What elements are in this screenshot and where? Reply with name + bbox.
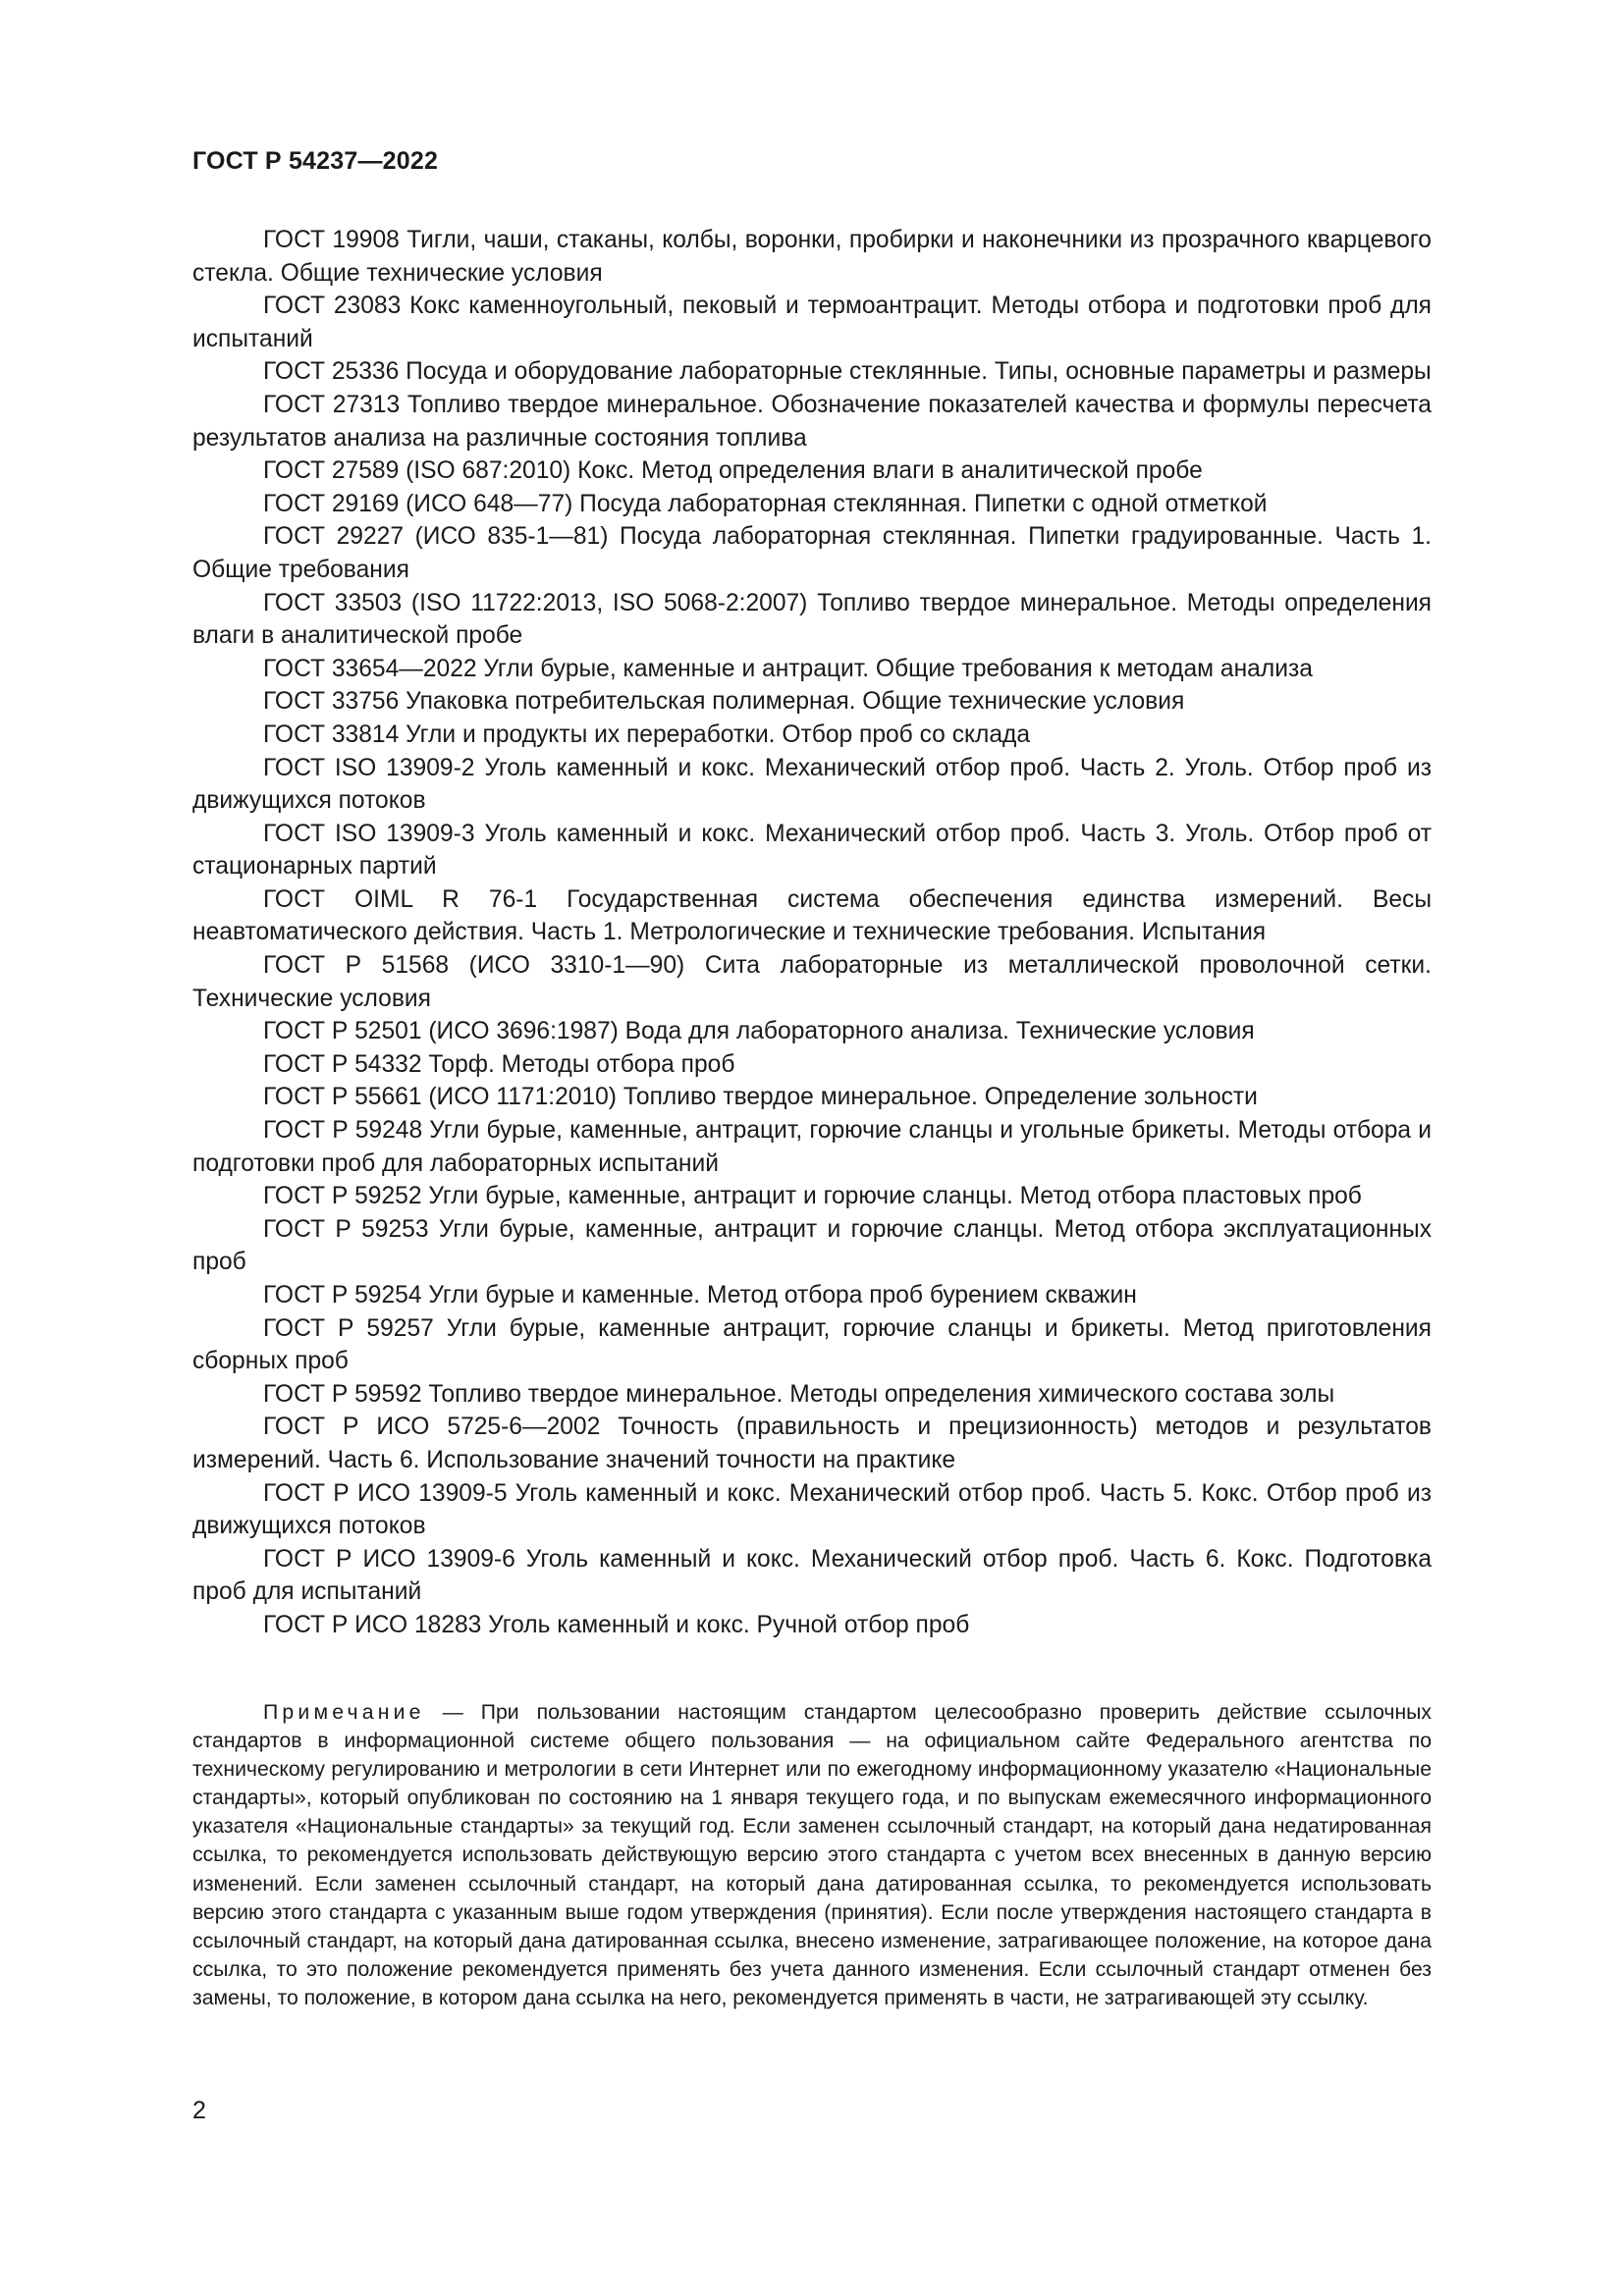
reference-item: ГОСТ Р 51568 (ИСО 3310-1—90) Сита лабораторные из металлической проволочной сетки. Технические условия bbox=[192, 952, 1432, 1012]
reference-item: ГОСТ 33756 Упаковка потребительская полимерная. Общие технические условия bbox=[263, 688, 1185, 716]
note-label: Примечание bbox=[263, 1701, 425, 1724]
reference-item: ГОСТ 33814 Угли и продукты их переработки. Отбор проб со склада bbox=[263, 721, 1031, 748]
reference-item: ГОСТ Р 54332 Торф. Методы отбора проб bbox=[263, 1050, 735, 1078]
reference-item: ГОСТ Р ИСО 13909-5 Уголь каменный и кокс. Механический отбор проб. Часть 5. Кокс. Отбор проб из движущихся потоков bbox=[192, 1479, 1432, 1540]
reference-item: ГОСТ 23083 Кокс каменноугольный, пековый и термоантрацит. Методы отбора и подготовки проб для испытаний bbox=[192, 293, 1432, 352]
reference-item: ГОСТ Р 52501 (ИСО 3696:1987) Вода для лабораторного анализа. Технические условия bbox=[263, 1018, 1255, 1045]
reference-item: ГОСТ Р 59254 Угли бурые и каменные. Метод отбора проб бурением скважин bbox=[263, 1282, 1137, 1308]
reference-item: ГОСТ OIML R 76-1 Государственная система обеспечения единства измерений. Весы неавтоматического действия. Часть 1. Метрологические и технические требования. Испытания bbox=[192, 885, 1432, 946]
reference-item: ГОСТ 25336 Посуда и оборудование лабораторные стеклянные. Типы, основные параметры и размеры bbox=[263, 358, 1432, 386]
reference-item: ГОСТ Р ИСО 13909-6 Уголь каменный и кокс. Механический отбор проб. Часть 6. Кокс. Подготовка проб для испытаний bbox=[192, 1545, 1432, 1606]
reference-item: ГОСТ ISO 13909-3 Уголь каменный и кокс. Механический отбор проб. Часть 3. Уголь. Отбор проб от стационарных партий bbox=[192, 820, 1432, 881]
reference-item: ГОСТ Р 59592 Топливо твердое минеральное. Методы определения химического состава золы bbox=[263, 1380, 1335, 1408]
note-text: — При пользовании настоящим стандартом целесообразно проверить действие ссылочных стандартов в информационной системе общего пользования — на официальном сайте Федерального агентства по техническому регулированию и метрологии в сети Интернет или по ежегодному информационному указателю «Национальные стандарты», который опубликован по состоянию на 1 января текущего года, и по выпускам ежемесячного информационного указателя «Национальные стандарты» за текущий год. Если заменен ссылочный стандарт, на который дана недатированная ссылка, то рекомендуется использовать действующую версию этого стандарта с учетом всех внесенных в данную версию изменений. Если заменен ссылочный стандарт, на который дана датированная ссылка, то рекомендуется использовать версию этого стандарта с указанным выше годом утверждения (принятия). Если после утверждения настоящего стандарта в ссылочный стандарт, на который дана датированная ссылка, внесено изменение, затрагивающее положение, на которое дана ссылка, то это положение рекомендуется применять без учета данного изменения. Если ссылочный стандарт отменен без замены, то положение, в котором дана ссылка на него, рекомендуется применять в части, не затрагивающей эту ссылку. bbox=[192, 1701, 1432, 2009]
reference-item: ГОСТ 29169 (ИСО 648—77) Посуда лабораторная стеклянная. Пипетки с одной отметкой bbox=[263, 490, 1268, 517]
reference-item: ГОСТ ISO 13909-2 Уголь каменный и кокс. Механический отбор проб. Часть 2. Уголь. Отбор проб из движущихся потоков bbox=[192, 754, 1432, 815]
reference-item: ГОСТ 27589 (ISO 687:2010) Кокс. Метод определения влаги в аналитической пробе bbox=[263, 457, 1203, 485]
reference-item: ГОСТ 27313 Топливо твердое минеральное. Обозначение показателей качества и формулы пересчета результатов анализа на различные состояния топлива bbox=[192, 391, 1432, 452]
reference-item: ГОСТ Р ИСО 18283 Уголь каменный и кокс. Ручной отбор проб bbox=[263, 1611, 970, 1638]
reference-item: ГОСТ 33503 (ISO 11722:2013, ISO 5068-2:2007) Топливо твердое минеральное. Методы определения влаги в аналитической пробе bbox=[192, 589, 1432, 650]
normative-references-list bbox=[192, 224, 1432, 1642]
reference-item: ГОСТ 19908 Тигли, чаши, стаканы, колбы, воронки, пробирки и наконечники из прозрачного кварцевого стекла. Общие технические условия bbox=[192, 227, 1432, 287]
reference-item: ГОСТ Р 59252 Угли бурые, каменные, антрацит и горючие сланцы. Метод отбора пластовых проб bbox=[263, 1183, 1362, 1210]
note-paragraph bbox=[192, 1698, 1432, 2012]
reference-item: ГОСТ Р 55661 (ИСО 1171:2010) Топливо твердое минеральное. Определение зольности bbox=[263, 1084, 1258, 1111]
document-header: ГОСТ Р 54237—2022 bbox=[192, 147, 439, 175]
reference-item: ГОСТ Р 59253 Угли бурые, каменные, антрацит и горючие сланцы. Метод отбора эксплуатационных проб bbox=[192, 1215, 1432, 1276]
reference-item: ГОСТ Р 59257 Угли бурые, каменные антрацит, горючие сланцы и брикеты. Метод приготовления сборных проб bbox=[192, 1314, 1432, 1375]
page-number: 2 bbox=[192, 2097, 206, 2124]
reference-item: ГОСТ 29227 (ИСО 835-1—81) Посуда лабораторная стеклянная. Пипетки градуированные. Часть 1. Общие требования bbox=[192, 523, 1432, 583]
reference-item: ГОСТ 33654—2022 Угли бурые, каменные и антрацит. Общие требования к методам анализа bbox=[263, 655, 1313, 682]
reference-item: ГОСТ Р 59248 Угли бурые, каменные, антрацит, горючие сланцы и угольные брикеты. Методы отбора и подготовки проб для лабораторных испытаний bbox=[192, 1117, 1432, 1177]
reference-item: ГОСТ Р ИСО 5725-6—2002 Точность (правильность и прецизионность) методов и результатов измерений. Часть 6. Использование значений точности на практике bbox=[192, 1414, 1432, 1473]
